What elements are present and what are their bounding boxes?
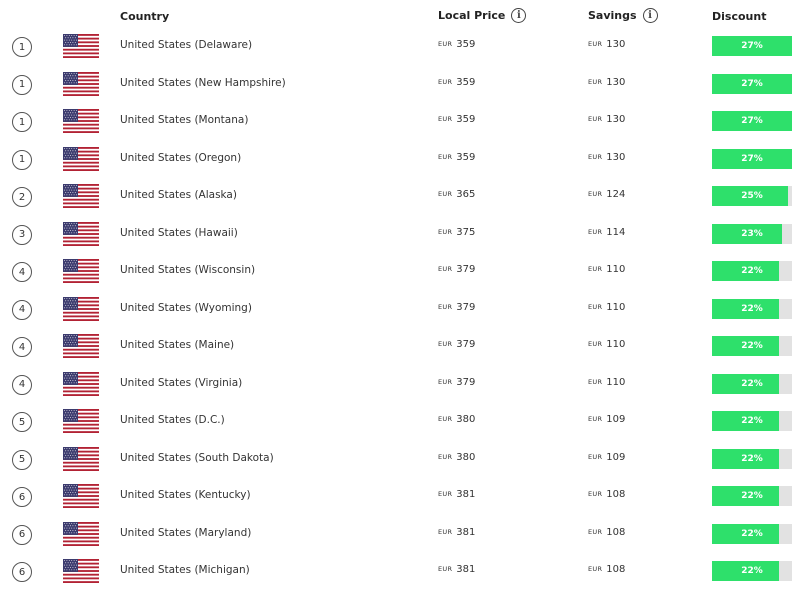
- us-flag-icon: [63, 522, 99, 546]
- rank-badge: 6: [12, 562, 32, 582]
- table-row[interactable]: [0, 104, 800, 142]
- table-row[interactable]: [0, 142, 800, 180]
- discount-bar: [712, 486, 792, 506]
- currency-code: EUR: [438, 377, 453, 386]
- country-name: United States (Wisconsin): [120, 264, 256, 276]
- us-flag-icon: [63, 559, 99, 583]
- rank-badge: 1: [12, 37, 32, 57]
- savings: [588, 339, 625, 350]
- discount-bar: [712, 299, 792, 319]
- local-price: [438, 114, 475, 125]
- table-row[interactable]: [0, 67, 800, 105]
- country-name: United States (Michigan): [120, 564, 250, 576]
- savings: [588, 114, 625, 125]
- local-price-value: 359: [456, 39, 476, 50]
- discount-label: 22%: [741, 416, 763, 426]
- country-name: United States (Wyoming): [120, 301, 252, 314]
- table-row[interactable]: [0, 329, 800, 367]
- currency-code: EUR: [438, 115, 453, 123]
- local-price-value: 380: [456, 414, 476, 425]
- savings: [588, 152, 625, 163]
- savings-value: 109: [606, 414, 626, 425]
- table-row[interactable]: [0, 442, 800, 480]
- savings-value: 114: [606, 226, 626, 238]
- local-price-value: 381: [456, 564, 476, 575]
- table-row[interactable]: [0, 179, 800, 217]
- currency-code: EUR: [588, 527, 603, 536]
- country-name: United States (Virginia): [120, 376, 243, 389]
- currency-code: EUR: [588, 227, 603, 236]
- rank-badge: 4: [12, 262, 32, 282]
- discount-bar: [712, 186, 792, 206]
- savings: [588, 489, 625, 500]
- column-header-savings: [588, 8, 658, 23]
- discount-bar: [712, 374, 792, 394]
- discount-label: 25%: [741, 191, 763, 201]
- local-price: [438, 377, 475, 388]
- local-price-value: 380: [456, 451, 476, 463]
- country-name: United States (Kentucky): [120, 489, 251, 501]
- local-price: [438, 564, 475, 575]
- country-name: United States (D.C.): [120, 414, 225, 426]
- local-price: [438, 264, 475, 275]
- discount-label: 27%: [741, 153, 763, 164]
- country-name: United States (Maryland): [120, 526, 252, 539]
- local-price-value: 381: [456, 526, 476, 538]
- column-header-local-price-label: Local Price: [438, 9, 506, 22]
- rank-badge: 1: [12, 150, 32, 170]
- currency-code: EUR: [438, 490, 453, 498]
- currency-code: EUR: [438, 77, 453, 86]
- country-name: United States (South Dakota): [120, 451, 274, 464]
- rank-badge: 6: [12, 487, 32, 507]
- us-flag-icon: [63, 334, 99, 358]
- currency-code: EUR: [588, 152, 603, 161]
- discount-label: 27%: [741, 78, 763, 89]
- us-flag-icon: [63, 259, 99, 283]
- savings-value: 130: [606, 39, 626, 50]
- discount-label: 22%: [741, 566, 763, 576]
- currency-code: EUR: [588, 190, 603, 198]
- currency-code: EUR: [438, 452, 453, 461]
- rank-badge: 4: [12, 375, 32, 395]
- us-flag-icon: [63, 222, 99, 246]
- currency-code: EUR: [588, 565, 603, 573]
- column-header-local-price: [438, 8, 526, 23]
- local-price: [438, 489, 475, 500]
- column-header-discount: [712, 10, 766, 23]
- local-price-value: 359: [456, 76, 476, 88]
- savings-info-icon[interactable]: i: [643, 8, 658, 23]
- currency-code: EUR: [588, 415, 603, 423]
- local-price: [438, 414, 475, 425]
- currency-code: EUR: [588, 40, 603, 48]
- country-name: United States (Oregon): [120, 151, 242, 164]
- table-row[interactable]: [0, 217, 800, 255]
- us-flag-icon: [63, 184, 99, 208]
- discount-label: 22%: [741, 266, 763, 276]
- table-row[interactable]: [0, 29, 800, 67]
- savings-value: 110: [606, 264, 626, 275]
- rank-badge: 1: [12, 75, 32, 95]
- local-price-value: 379: [456, 264, 476, 275]
- discount-bar: [712, 449, 792, 469]
- savings: [588, 377, 625, 388]
- local-price: [438, 527, 475, 538]
- discount-label: 27%: [741, 41, 763, 51]
- discount-label: 22%: [741, 491, 763, 501]
- savings: [588, 452, 625, 463]
- local-price-value: 365: [456, 189, 476, 200]
- us-flag-icon: [63, 72, 99, 96]
- country-name: United States (Delaware): [120, 39, 253, 51]
- column-header-savings-label: Savings: [588, 9, 637, 22]
- local-price-value: 359: [456, 151, 476, 163]
- country-name: United States (Montana): [120, 114, 249, 126]
- currency-code: EUR: [438, 227, 453, 236]
- table-row[interactable]: [0, 479, 800, 517]
- column-header-country: [120, 10, 169, 23]
- discount-label: 22%: [741, 453, 763, 464]
- currency-code: EUR: [438, 340, 453, 348]
- rank-badge: 1: [12, 112, 32, 132]
- discount-label: 27%: [741, 116, 763, 126]
- country-name: United States (Hawaii): [120, 226, 238, 239]
- currency-code: EUR: [438, 415, 453, 423]
- local-price: [438, 189, 475, 200]
- column-header-discount-label: Discount: [712, 10, 767, 23]
- savings-value: 110: [606, 376, 626, 388]
- savings-value: 108: [606, 526, 626, 538]
- savings-value: 130: [606, 114, 626, 125]
- savings: [588, 414, 625, 425]
- currency-code: EUR: [588, 77, 603, 86]
- rank-badge: 6: [12, 525, 32, 545]
- discount-label: 22%: [741, 341, 763, 351]
- local-price-value: 359: [456, 114, 476, 125]
- savings: [588, 527, 625, 538]
- currency-code: EUR: [588, 340, 603, 348]
- us-flag-icon: [63, 147, 99, 171]
- discount-bar: [712, 336, 792, 356]
- savings-value: 130: [606, 151, 626, 163]
- table-row[interactable]: [0, 554, 800, 592]
- savings-value: 110: [606, 301, 626, 313]
- local-price: [438, 39, 475, 50]
- currency-code: EUR: [588, 377, 603, 386]
- savings: [588, 189, 625, 200]
- us-flag-icon: [63, 34, 99, 58]
- discount-label: 22%: [741, 378, 763, 389]
- currency-code: EUR: [588, 265, 603, 273]
- currency-code: EUR: [438, 265, 453, 273]
- savings: [588, 564, 625, 575]
- local-price: [438, 302, 475, 313]
- local-price-value: 375: [456, 226, 476, 238]
- country-name: United States (Alaska): [120, 189, 237, 201]
- savings-value: 108: [606, 489, 626, 500]
- currency-code: EUR: [588, 115, 603, 123]
- local-price: [438, 152, 475, 163]
- local-price-value: 379: [456, 339, 476, 350]
- savings-value: 110: [606, 339, 626, 350]
- currency-code: EUR: [588, 302, 603, 311]
- savings: [588, 264, 625, 275]
- savings: [588, 302, 625, 313]
- us-flag-icon: [63, 484, 99, 508]
- column-header-country-label: Country: [120, 10, 170, 23]
- discount-bar: [712, 524, 792, 544]
- currency-code: EUR: [438, 190, 453, 198]
- rank-badge: 4: [12, 300, 32, 320]
- savings: [588, 77, 625, 88]
- us-flag-icon: [63, 109, 99, 133]
- savings-value: 108: [606, 564, 626, 575]
- savings: [588, 39, 625, 50]
- table-row[interactable]: [0, 292, 800, 330]
- country-name: United States (Maine): [120, 339, 235, 351]
- table-row[interactable]: [0, 254, 800, 292]
- rank-badge: 4: [12, 337, 32, 357]
- savings-value: 124: [606, 189, 626, 200]
- us-flag-icon: [63, 447, 99, 471]
- rank-badge: 5: [12, 450, 32, 470]
- local-price-info-icon[interactable]: i: [511, 8, 526, 23]
- discount-bar: [712, 74, 792, 94]
- discount-label: 22%: [741, 528, 763, 539]
- table-row[interactable]: [0, 404, 800, 442]
- currency-code: EUR: [588, 490, 603, 498]
- currency-code: EUR: [438, 152, 453, 161]
- table-header: [0, 0, 800, 32]
- currency-code: EUR: [588, 452, 603, 461]
- currency-code: EUR: [438, 302, 453, 311]
- local-price-value: 379: [456, 301, 476, 313]
- discount-bar: [712, 261, 792, 281]
- local-price: [438, 452, 475, 463]
- rank-badge: 3: [12, 225, 32, 245]
- country-name: United States (New Hampshire): [120, 76, 286, 89]
- local-price: [438, 339, 475, 350]
- rank-badge: 5: [12, 412, 32, 432]
- table-row[interactable]: [0, 517, 800, 555]
- currency-code: EUR: [438, 565, 453, 573]
- local-price-value: 381: [456, 489, 476, 500]
- savings: [588, 227, 625, 238]
- local-price-value: 379: [456, 376, 476, 388]
- local-price: [438, 77, 475, 88]
- rank-badge: 2: [12, 187, 32, 207]
- savings-value: 130: [606, 76, 626, 88]
- currency-code: EUR: [438, 527, 453, 536]
- discount-bar: [712, 149, 792, 169]
- discount-bar: [712, 411, 792, 431]
- discount-bar: [712, 561, 792, 581]
- us-flag-icon: [63, 409, 99, 433]
- savings-value: 109: [606, 451, 626, 463]
- discount-label: 22%: [741, 303, 763, 314]
- discount-bar: [712, 36, 792, 56]
- currency-code: EUR: [438, 40, 453, 48]
- us-flag-icon: [63, 372, 99, 396]
- discount-label: 23%: [741, 228, 763, 239]
- us-flag-icon: [63, 297, 99, 321]
- discount-bar: [712, 224, 792, 244]
- local-price: [438, 227, 475, 238]
- discount-bar: [712, 111, 792, 131]
- table-row[interactable]: [0, 367, 800, 405]
